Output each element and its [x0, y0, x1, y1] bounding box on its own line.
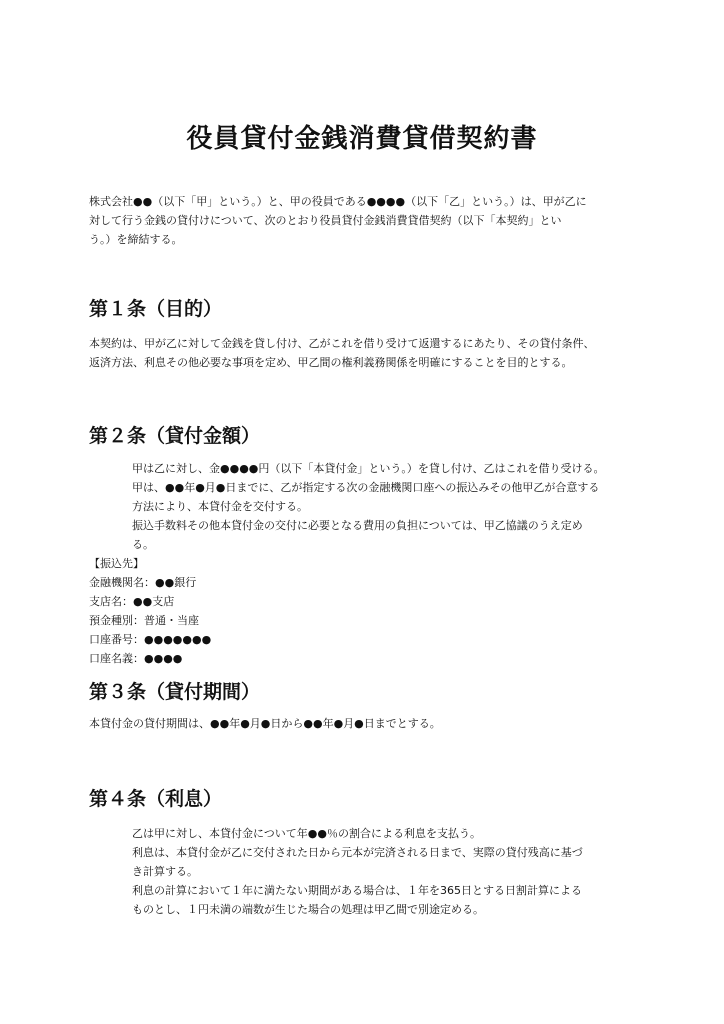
article-line: 乙は甲に対し、本貸付金について年●●％の割合による利息を支払う。	[132, 827, 481, 840]
article-line: 振込手数料その他本貸付金の交付に必要となる費用の負担については、甲乙協議のうえ定め	[132, 519, 583, 532]
article-line: き計算する。	[132, 865, 198, 878]
transfer-details	[89, 554, 211, 668]
article-3-heading: 第３条（貸付期間）	[89, 681, 261, 703]
article-line: 利息は、本貸付金が乙に交付された日から元本が完済される日まで、実際の貸付残高に基づ	[132, 846, 583, 859]
preamble	[89, 192, 587, 249]
article-line: ものとし、１円未満の端数が生じた場合の処理は甲乙間で別途定める。	[132, 903, 484, 916]
article-2-body	[132, 459, 604, 554]
article-line: 本貸付金の貸付期間は、●●年●月●日から●●年●月●日までとする。	[89, 717, 441, 730]
transfer-heading: 【振込先】	[89, 557, 144, 570]
article-line: 返済方法、利息その他必要な事項を定め、甲乙間の権利義務関係を明確にすることを目的とする。	[89, 356, 573, 369]
article-2-heading: 第２条（貸付金額）	[89, 425, 261, 447]
article-3-body	[89, 714, 441, 733]
branch-name: 支店名：●●支店	[89, 595, 175, 608]
preamble-line: 株式会社●●（以下「甲」という。）と、甲の役員である●●●●（以下「乙」という。）は、甲が乙に	[89, 195, 587, 208]
bank-name: 金融機関名：●●銀行	[89, 576, 197, 589]
article-line: 甲は乙に対し、金●●●●円（以下「本貸付金」という。）を貸し付け、乙はこれを借り受ける。	[132, 462, 605, 475]
article-line: 方法により、本貸付金を交付する。	[132, 500, 308, 513]
article-1-body	[89, 334, 595, 372]
article-4-body	[132, 824, 583, 919]
account-number: 口座番号：●●●●●●●	[89, 633, 212, 646]
article-1-heading: 第１条（目的）	[89, 298, 223, 320]
account-holder: 口座名義：●●●●	[89, 652, 183, 665]
article-line: る。	[132, 538, 154, 551]
article-line: 本契約は、甲が乙に対して金銭を貸し付け、乙がこれを借り受けて返還するにあたり、その貸付条件、	[89, 337, 595, 350]
preamble-line: 対して行う金銭の貸付けについて、次のとおり役員貸付金銭消費貸借契約（以下「本契約」とい	[89, 214, 562, 227]
article-4-heading: 第４条（利息）	[89, 788, 223, 810]
preamble-line: う。）を締結する。	[89, 233, 183, 246]
account-type: 預金種別：普通・当座	[89, 614, 199, 627]
document-title: 役員貸付金銭消費貸借契約書	[186, 124, 538, 154]
article-line: 甲は、●●年●月●日までに、乙が指定する次の金融機関口座への振込みその他甲乙が合意する	[132, 481, 600, 494]
article-line: 利息の計算において１年に満たない期間がある場合は、１年を365日とする日割計算による	[132, 884, 582, 897]
